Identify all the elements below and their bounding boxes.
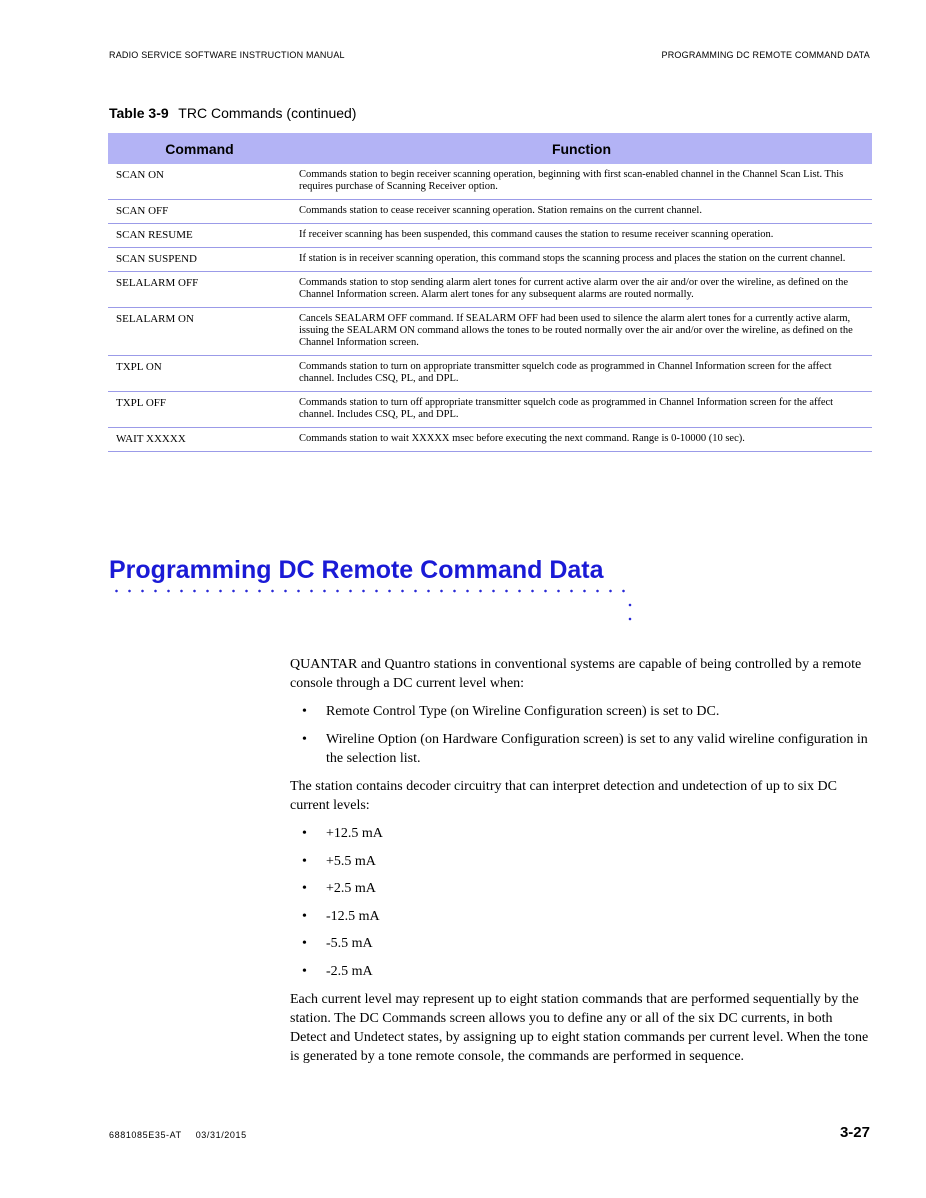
page-number: 3-27 (839, 1124, 870, 1141)
list-item: • +5.5 mA (290, 852, 870, 871)
function-cell: Commands station to cease receiver scanning operation. Station remains on the current channel. (291, 200, 872, 224)
command-cell: TXPL OFF (108, 392, 291, 428)
bullet-icon: • (302, 936, 307, 951)
bullet-icon: • (302, 826, 307, 841)
table-caption (109, 105, 356, 121)
table-row (108, 428, 872, 452)
bullet-icon: • (302, 704, 307, 719)
column-header-command: Command (108, 133, 291, 164)
function-cell: Cancels SEALARM OFF command. If SEALARM OFF had been used to silence the alarm alert tones for a currently active alarm, issuing the SEALARM ON command allows the tones to be routed normally over the air and/or over the wireline, as defined on the Channel Information screen. (291, 308, 872, 356)
table-row (108, 356, 872, 392)
bullet-icon: • (302, 963, 307, 979)
bullet-icon: • (302, 881, 307, 896)
heading-dotted-rule (110, 584, 630, 598)
footer-doc-info (109, 1130, 247, 1140)
list-item: • Remote Control Type (on Wireline Configuration screen) is set to DC. (290, 702, 870, 721)
closing-paragraph: Each current level may represent up to eight station commands that are performed sequentially by the station. The DC Commands screen allows you to define any or all of the six DC currents, in both Detect and Undetect states, by assigning up to eight station commands per current level. When the tone is generated by a tone remote console, the commands are performed in sequence. (290, 991, 869, 1064)
command-cell: SCAN SUSPEND (108, 248, 291, 272)
table-header-row (108, 133, 872, 164)
list-item: • -12.5 mA (290, 907, 870, 926)
bullet-icon: • (302, 853, 307, 869)
function-cell: If station is in receiver scanning operation, this command stops the scanning process and places the station on the current channel. (291, 248, 872, 272)
command-cell: TXPL ON (108, 356, 291, 392)
table-title: TRC Commands (continued) (178, 105, 357, 121)
section-body (290, 655, 870, 1075)
command-cell: SCAN OFF (108, 200, 291, 224)
heading-dotted-rule-vertical (623, 598, 637, 630)
table-row (108, 308, 872, 356)
header-section-title: PROGRAMMING DC REMOTE COMMAND DATA (661, 50, 870, 60)
doc-number: 6881085E35-AT (109, 1130, 182, 1140)
function-cell: Commands station to begin receiver scanning operation, beginning with first scan-enabled channel in the Channel Scan List. This requires purchase of Scanning Receiver option. (291, 164, 872, 200)
list-item: • +12.5 mA (290, 824, 870, 843)
function-cell: Commands station to turn on appropriate transmitter squelch code as programmed in Channel Information screen for the affect channel. Includes CSQ, PL, and DPL. (291, 356, 872, 392)
intro-paragraph: QUANTAR and Quantro stations in conventional systems are capable of being controlled by a remote console through a DC current level when: (290, 657, 862, 691)
function-cell: Commands station to turn off appropriate transmitter squelch code as programmed in Channel Information screen for the affect channel. Includes CSQ, PL, and DPL. (291, 392, 872, 428)
doc-date: 03/31/2015 (195, 1130, 247, 1140)
current-levels-list (290, 824, 870, 981)
conditions-list (290, 702, 870, 768)
header-manual-title: RADIO SERVICE SOFTWARE INSTRUCTION MANUAL (109, 50, 345, 60)
table-row (108, 272, 872, 308)
bullet-icon: • (302, 732, 307, 747)
table-row (108, 224, 872, 248)
command-cell: SELALARM ON (108, 308, 291, 356)
section-heading: Programming DC Remote Command Data (109, 556, 604, 584)
table-number: Table 3-9 (109, 105, 169, 121)
list-item: • Wireline Option (on Hardware Configuration screen) is set to any valid wireline configuration in the selection list. (290, 730, 870, 768)
function-cell: If receiver scanning has been suspended, this command causes the station to resume receiver scanning operation. (291, 224, 872, 248)
list-item: • -2.5 mA (290, 962, 870, 981)
decoder-paragraph: The station contains decoder circuitry that can interpret detection and undetection of up to six DC current levels: (290, 779, 837, 813)
column-header-function: Function (291, 133, 872, 164)
command-cell: WAIT XXXXX (108, 428, 291, 452)
list-item: • -5.5 mA (290, 934, 870, 953)
function-cell: Commands station to wait XXXXX msec before executing the next command. Range is 0-10000 (10 sec). (291, 428, 872, 452)
table-row (108, 248, 872, 272)
command-cell: SCAN RESUME (108, 224, 291, 248)
table-row (108, 164, 872, 200)
command-cell: SELALARM OFF (108, 272, 291, 308)
table-row (108, 392, 872, 428)
table-row (108, 200, 872, 224)
bullet-icon: • (302, 908, 307, 924)
function-cell: Commands station to stop sending alarm alert tones for current active alarm over the air and/or over the wireline, as defined on the Channel Information screen. Alarm alert tones for any subsequent alarms are routed normally. (291, 272, 872, 308)
list-item: • +2.5 mA (290, 879, 870, 898)
trc-commands-table (108, 133, 872, 452)
command-cell: SCAN ON (108, 164, 291, 200)
running-header (109, 50, 870, 60)
